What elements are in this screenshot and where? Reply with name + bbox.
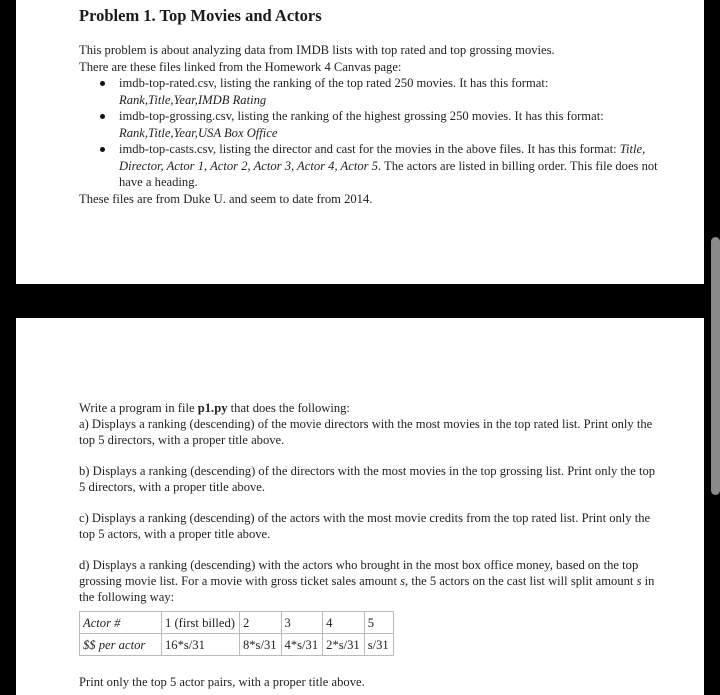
task-c: c) Displays a ranking (descending) of the actors with the most movie credits from the top rated list. Print only the top 5 actors, with a proper title above. [79,511,651,541]
task-d: d) Displays a ranking (descending) with the actors who brought in the most box office money, based on the top grossing movie list. For a movie with gross ticket sales amount s, the 5 actors on the cast list will split amount s in the following way: [79,558,655,604]
actor-cell: 2 [239,612,281,634]
intro-section [79,42,679,207]
table-row [80,612,394,634]
share-cell: 4*s/31 [281,634,323,656]
program-intro: Write a program in file p1.py that does the following: [79,401,350,415]
file-format: Rank,Title,Year,IMDB Rating [119,92,267,107]
page-1 [16,0,704,284]
header-label: Actor # [80,612,162,634]
program-section [79,400,659,656]
page-2 [16,318,704,695]
table-row [80,634,394,656]
file-list [79,75,679,191]
page-title: Problem 1. Top Movies and Actors [79,6,322,25]
final-instruction: Print only the top 5 actor pairs, with a proper title above. [79,675,365,689]
file-format: Title, Director, Actor 1, Actor 2, Actor 3, Actor 4, Actor 5 [119,142,646,173]
file-desc: imdb-top-casts.csv, listing the director and cast for the movies in the above files. It has this format: [119,142,620,156]
task-a: a) Displays a ranking (descending) of the movie directors with the most movies in the top rated list. Print only the top 5 directors, with a proper title above. [79,417,653,447]
intro-line-2: There are these files linked from the Homework 4 Canvas page: [79,59,402,74]
share-cell: 16*s/31 [162,634,240,656]
program-filename: p1.py [197,401,228,415]
intro-line-1: This problem is about analyzing data from IMDB lists with top rated and top grossing movies. [79,43,555,57]
file-format: Rank,Title,Year,USA Box Office [119,125,278,140]
split-table [79,611,394,656]
list-item [79,75,679,108]
file-desc-tail: . The actors are listed in billing order. This file does not have a heading. [119,158,658,189]
file-desc: imdb-top-rated.csv, listing the ranking of the top rated 250 movies. It has this format: [119,76,549,90]
actor-cell: 3 [281,612,323,634]
actor-cell: 5 [364,612,393,634]
scrollbar[interactable] [711,237,720,495]
list-item [79,141,679,191]
list-item [79,108,679,141]
share-cell: 2*s/31 [323,634,365,656]
share-cell: s/31 [364,634,393,656]
actor-cell: 1 (first billed) [162,612,240,634]
row-label: $$ per actor [80,634,162,656]
file-desc: imdb-top-grossing.csv, listing the ranking of the highest grossing 250 movies. It has this format: [119,109,604,123]
actor-cell: 4 [323,612,365,634]
task-b: b) Displays a ranking (descending) of the directors with the most movies in the top grossing list. Print only the top 5 directors, with a proper title above. [79,464,656,494]
share-cell: 8*s/31 [239,634,281,656]
outro-line: These files are from Duke U. and seem to date from 2014. [79,191,373,206]
